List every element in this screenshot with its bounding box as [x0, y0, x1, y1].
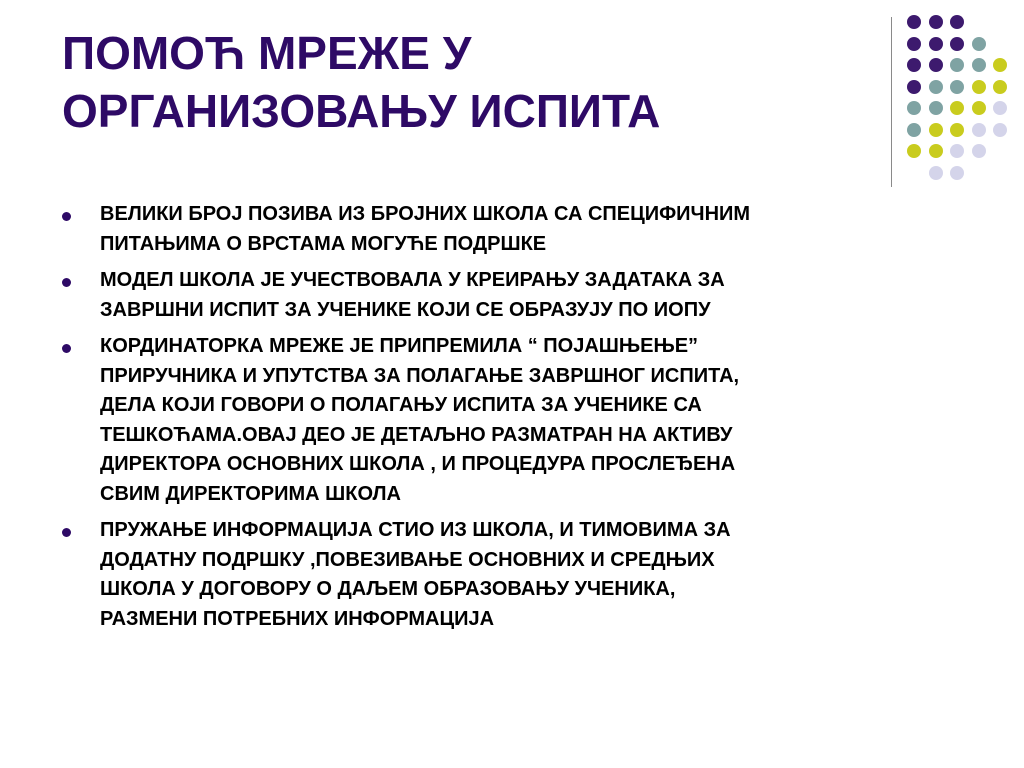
- bullet-dot-icon: [62, 212, 71, 221]
- decorative-dot: [950, 166, 964, 180]
- decorative-dot: [950, 37, 964, 51]
- bullet-text: КОРДИНАТОРКА МРЕЖЕ ЈЕ ПРИПРЕМИЛА “ ПОЈАШЊЕЊЕ” ПРИРУЧНИКА И УПУТСТВА ЗА ПОЛАГАЊЕ ЗАВРШНОГ ИСПИТА, ДЕЛА КОЈИ ГОВОРИ О ПОЛАГАЊУ ИСПИТА ЗА УЧЕНИКЕ СА ТЕШКОЋАМА.ОВАЈ ДЕО ЈЕ ДЕТАЉНО РАЗМАТРАН НА АКТИВУ ДИРЕКТОРА ОСНОВНИХ ШКОЛА , И ПРОЦЕДУРА ПРОСЛЕЂЕНА СВИМ ДИРЕКТОРИМА ШКОЛА: [100, 335, 740, 505]
- decorative-dot: [950, 58, 964, 72]
- decorative-dot: [972, 123, 986, 137]
- decorative-dot: [993, 58, 1007, 72]
- decorative-dot: [929, 123, 943, 137]
- decorative-dot: [929, 80, 943, 94]
- bullet-text: МОДЕЛ ШКОЛА ЈЕ УЧЕСТВОВАЛА У КРЕИРАЊУ ЗАДАТАКА ЗА ЗАВРШНИ ИСПИТ ЗА УЧЕНИКЕ КОЈИ СЕ ОБРАЗУЈУ ПО ИОПУ: [100, 269, 725, 321]
- decorative-dot: [929, 15, 943, 29]
- decorative-dot: [972, 37, 986, 51]
- decorative-dot: [907, 58, 921, 72]
- decorative-dot: [907, 15, 921, 29]
- decorative-dot: [972, 58, 986, 72]
- slide-title: ПОМОЋ МРЕЖЕ У ОРГАНИЗОВАЊУ ИСПИТА: [62, 27, 661, 137]
- decorative-dot: [950, 80, 964, 94]
- decorative-dot: [907, 37, 921, 51]
- decorative-dot: [993, 80, 1007, 94]
- decorative-dot: [929, 166, 943, 180]
- decorative-dot-grid: [907, 15, 1007, 165]
- bullet-dot-icon: [62, 528, 71, 537]
- decorative-dot: [950, 15, 964, 29]
- bullet-item: [62, 516, 962, 634]
- decorative-dot: [993, 101, 1007, 115]
- decorative-dot: [950, 101, 964, 115]
- bullet-list: [62, 200, 962, 641]
- decorative-dot: [929, 144, 943, 158]
- bullet-item: [62, 332, 962, 509]
- decorative-dot: [907, 80, 921, 94]
- bullet-text: ПРУЖАЊЕ ИНФОРМАЦИЈА СТИО ИЗ ШКОЛА, И ТИМОВИМА ЗА ДОДАТНУ ПОДРШКУ ,ПОВЕЗИВАЊЕ ОСНОВНИХ И СРЕДЊИХ ШКОЛА У ДОГОВОРУ О ДАЉЕМ ОБРАЗОВАЊУ УЧЕНИКА, РАЗМЕНИ ПОТРЕБНИХ ИНФОРМАЦИЈА: [100, 519, 731, 630]
- decorative-dot: [929, 58, 943, 72]
- decorative-dot: [950, 123, 964, 137]
- decorative-dot: [972, 101, 986, 115]
- vertical-divider: [891, 17, 892, 187]
- decorative-dot: [907, 123, 921, 137]
- decorative-dot: [950, 144, 964, 158]
- bullet-item: [62, 266, 962, 325]
- decorative-dot: [929, 101, 943, 115]
- decorative-dot: [993, 123, 1007, 137]
- decorative-dot: [972, 80, 986, 94]
- decorative-dot: [907, 101, 921, 115]
- decorative-dot: [929, 37, 943, 51]
- bullet-dot-icon: [62, 278, 71, 287]
- bullet-text: ВЕЛИКИ БРОЈ ПОЗИВА ИЗ БРОЈНИХ ШКОЛА СА СПЕЦИФИЧНИМ ПИТАЊИМА О ВРСТАМА МОГУЋЕ ПОДРШКЕ: [100, 203, 751, 255]
- decorative-dot: [907, 144, 921, 158]
- bullet-dot-icon: [62, 344, 71, 353]
- bullet-item: [62, 200, 962, 259]
- decorative-dot: [972, 144, 986, 158]
